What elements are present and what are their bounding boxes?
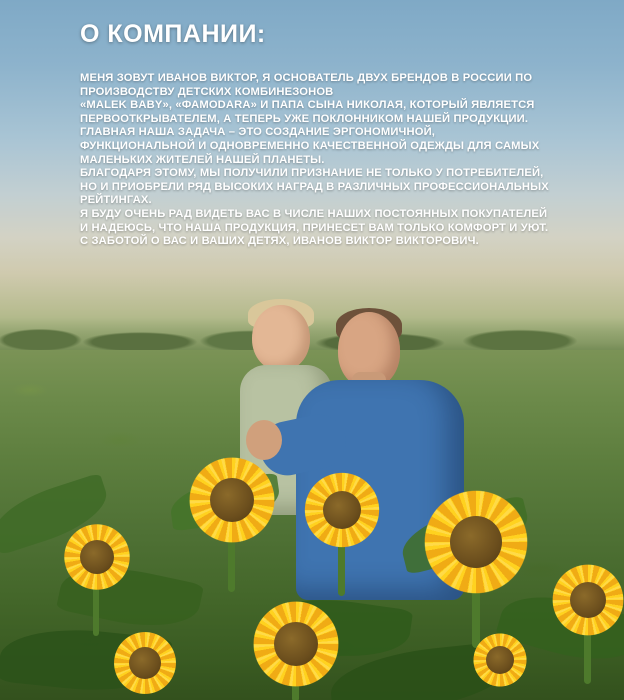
paragraph-3: БЛАГОДАРЯ ЭТОМУ, МЫ ПОЛУЧИЛИ ПРИЗНАНИЕ НЕ ТОЛЬКО У ПОТРЕБИТЕЛЕЙ, НО И ПРИОБРЕЛИ РЯД ВЫСОКИХ НАГРАД В РАЗЛИЧНЫХ ПРОФЕССИОНАЛЬНЫХ РЕЙТИНГАХ. xyxy=(80,167,549,207)
sunflower xyxy=(300,468,384,588)
paragraph-4: Я БУДУ ОЧЕНЬ РАД ВИДЕТЬ ВАС В ЧИСЛЕ НАШИХ ПОСТОЯННЫХ ПОКУПАТЕЛЕЙ И НАДЕЮСЬ, ЧТО НАША ПРОДУКЦИЯ, ПРИНЕСЕТ ВАМ ТОЛЬКО КОМФОРТ И УЮТ. xyxy=(80,207,549,234)
paragraph-1: МЕНЯ ЗОВУТ ИВАНОВ ВИКТОР, Я ОСНОВАТЕЛЬ ДВУХ БРЕНДОВ В РОССИИ ПО ПРОИЗВОДСТВУ ДЕТСКИХ КОМБИНЕЗОНОВ xyxy=(80,72,533,98)
sunflower xyxy=(548,560,624,680)
sunflower-disc xyxy=(210,478,254,522)
sunflower xyxy=(110,628,180,700)
paragraph-5: С ЗАБОТОЙ О ВАС И ВАШИХ ДЕТЯХ, ИВАНОВ ВИКТОР ВИКТОРОВИЧ. xyxy=(80,235,479,248)
sunflower xyxy=(418,484,534,634)
sunflower-disc xyxy=(80,540,114,574)
page-title: О КОМПАНИИ: xyxy=(80,20,266,48)
sunflower-disc xyxy=(570,582,606,618)
sunflower-disc xyxy=(129,647,161,679)
sunflower xyxy=(184,452,280,582)
sunflower xyxy=(248,596,344,700)
sunflower xyxy=(60,520,134,630)
sunflower-disc xyxy=(486,646,514,674)
sunflower xyxy=(470,630,530,694)
sunflower-disc xyxy=(450,516,502,568)
sunflower-disc xyxy=(274,622,318,666)
paragraph-2: «MALEK BABY», «ФАМОDARA» И ПАПА СЫНА НИКОЛАЯ, КОТОРЫЙ ЯВЛЯЕТСЯ ПЕРВООТКРЫВАТЕЛЕМ, А ТЕПЕРЬ УЖЕ ПОКЛОННИКОМ НАШЕЙ ПРОДУКЦИИ. ГЛАВНАЯ НАША ЗАДАЧА – ЭТО СОЗДАНИЕ ЭРГОНОМИЧНОЙ, ФУНКЦИОНАЛЬНОЙ И ОДНОВРЕМЕННО КАЧЕСТВЕННОЙ ОДЕЖДЫ ДЛЯ САМЫХ МАЛЕНЬКИХ ЖИТЕЛЕЙ НАШЕЙ ПЛАНЕТЫ. xyxy=(80,99,540,166)
sunflower-disc xyxy=(323,491,361,529)
text-overlay xyxy=(0,0,624,300)
about-text xyxy=(80,72,550,249)
